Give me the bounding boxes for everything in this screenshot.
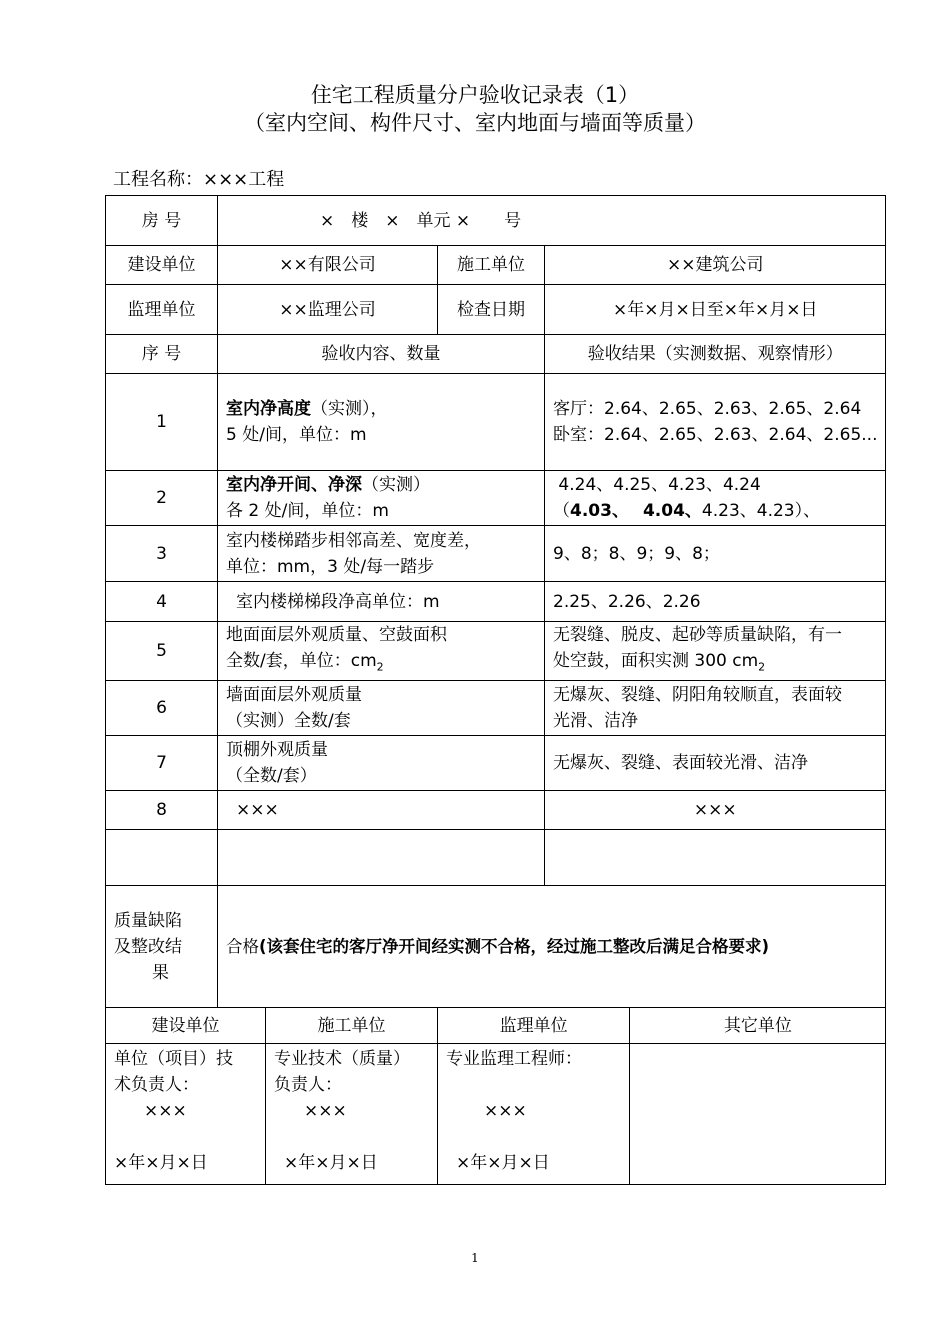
col-header-content: 验收内容、数量 — [218, 335, 545, 374]
signoff-builder — [106, 1044, 266, 1185]
row-number: 8 — [106, 791, 218, 830]
column-header-row — [106, 335, 886, 374]
quality-row — [106, 886, 886, 1008]
empty-cell — [545, 830, 886, 886]
quality-label-line: 果 — [152, 962, 169, 983]
signoff-contractor — [266, 1044, 438, 1185]
row-result — [545, 681, 886, 736]
row-number: 7 — [106, 736, 218, 791]
supervisor-row — [106, 285, 886, 335]
col-header-result: 验收结果（实测数据、观察情形） — [545, 335, 886, 374]
builder-row — [106, 246, 886, 285]
contractor-label: 施工单位 — [438, 246, 545, 285]
content-line2: 单位：mm，3 处/每一踏步 — [226, 556, 435, 577]
row-result: 2.25、2.26、2.26 — [545, 582, 886, 622]
result-line1: 无爆灰、裂缝、阴阳角较顺直，表面较 — [553, 685, 842, 706]
content-line1: 地面面层外观质量、空鼓面积 — [226, 625, 447, 645]
result-bold: 4.03、 — [570, 501, 629, 521]
quality-note: (该套住宅的客厅净开间经实测不合格，经过施工整改后满足合格要求) — [259, 936, 770, 956]
signoff-name: ××× — [304, 1101, 347, 1122]
room-label: 房 号 — [106, 196, 218, 246]
supervisor-label: 监理单位 — [106, 285, 218, 335]
content-bold: 室内净开间、净深 — [226, 475, 362, 495]
row-content — [218, 622, 545, 681]
row-number: 3 — [106, 526, 218, 582]
row-result: 无爆灰、裂缝、表面较光滑、洁净 — [545, 736, 886, 791]
project-name: 工程名称：×××工程 — [113, 169, 285, 190]
content-line2: （实测）全数/套 — [226, 711, 351, 732]
document-subtitle: （室内空间、构件尺寸、室内地面与墙面等质量） — [244, 111, 706, 135]
result-line2: 光滑、洁净 — [553, 711, 638, 732]
date-value: ×年×月×日至×年×月×日 — [545, 285, 886, 335]
signoff-role: 负责人： — [274, 1075, 342, 1096]
builder-value: ××有限公司 — [218, 246, 438, 285]
builder-label: 建设单位 — [106, 246, 218, 285]
unit-exponent: 2 — [758, 660, 766, 674]
row-content: 室内楼梯梯段净高单位：m — [218, 582, 545, 622]
table-row — [106, 526, 886, 582]
signoff-header-supervisor: 监理单位 — [438, 1008, 630, 1044]
table-row — [106, 582, 886, 622]
row-content — [218, 471, 545, 526]
signoff-role: 术负责人： — [114, 1075, 199, 1096]
table-row — [106, 681, 886, 736]
signoff-date: ×年×月×日 — [284, 1153, 378, 1174]
row-content — [218, 681, 545, 736]
content-line1: 室内楼梯踏步相邻高差、宽度差， — [226, 530, 481, 551]
row-result: 9、8；8、9；9、8； — [545, 526, 886, 582]
signoff-date: ×年×月×日 — [114, 1153, 208, 1174]
content-text: （实测） — [362, 475, 430, 495]
row-number: 5 — [106, 622, 218, 681]
inspection-table — [105, 195, 886, 1185]
signoff-role: 单位（项目）技 — [114, 1049, 233, 1070]
document-title: 住宅工程质量分户验收记录表（1） — [310, 83, 640, 107]
row-content — [218, 736, 545, 791]
row-result — [545, 471, 886, 526]
signoff-supervisor — [438, 1044, 630, 1185]
table-row — [106, 736, 886, 791]
signoff-row — [106, 1044, 886, 1185]
signoff-role: 专业监理工程师： — [446, 1049, 582, 1070]
signoff-name: ××× — [484, 1101, 527, 1122]
table-row — [106, 471, 886, 526]
result-line1: 无裂缝、脱皮、起砂等质量缺陷，有一 — [553, 625, 842, 645]
content-text: （实测）， — [311, 399, 388, 419]
signoff-header-row — [106, 1008, 886, 1044]
quality-label-line: 及整改结 — [114, 936, 182, 957]
result-text: 4.23、4.23）、 — [701, 501, 821, 521]
quality-value — [218, 886, 886, 1008]
quality-label-line: 质量缺陷 — [114, 910, 182, 931]
row-number: 2 — [106, 471, 218, 526]
row-content: ××× — [218, 791, 545, 830]
row-result — [545, 622, 886, 681]
empty-cell — [106, 830, 218, 886]
row-content — [218, 526, 545, 582]
result-text: 处空鼓，面积实测 300 cm — [553, 651, 759, 671]
empty-row — [106, 830, 886, 886]
content-line1: 墙面面层外观质量 — [226, 685, 362, 706]
col-header-no: 序 号 — [106, 335, 218, 374]
signoff-name: ××× — [144, 1101, 187, 1122]
content-line2: 各 2 处/间，单位：m — [226, 501, 389, 521]
room-row — [106, 196, 886, 246]
content-line1: 顶棚外观质量 — [226, 740, 328, 761]
content-bold: 室内净高度 — [226, 399, 311, 419]
content-text: 全数/套，单位：cm — [226, 651, 377, 671]
date-label: 检查日期 — [438, 285, 545, 335]
result-text: （ — [553, 501, 570, 521]
table-row — [106, 791, 886, 830]
signoff-header-other: 其它单位 — [630, 1008, 886, 1044]
content-line2: 5 处/间，单位：m — [226, 425, 367, 445]
page-number: 1 — [471, 1251, 479, 1265]
row-number: 1 — [106, 374, 218, 471]
room-value: × 楼 × 单元 × 号 — [218, 196, 886, 246]
content-line2: （全数/套） — [226, 766, 317, 787]
signoff-role: 专业技术（质量） — [274, 1049, 410, 1070]
row-content — [218, 374, 545, 471]
contractor-value: ××建筑公司 — [545, 246, 886, 285]
result-bold: 4.04、 — [642, 501, 702, 521]
result-line1: 客厅：2.64、2.65、2.63、2.65、2.64 — [553, 399, 862, 419]
empty-cell — [218, 830, 545, 886]
quality-verdict: 合格 — [226, 936, 259, 956]
table-row — [106, 622, 886, 681]
result-line1: 4.24、4.25、4.23、4.24 — [553, 475, 761, 495]
row-number: 4 — [106, 582, 218, 622]
unit-exponent: 2 — [376, 660, 384, 674]
quality-label — [106, 886, 218, 1008]
row-result: ××× — [545, 791, 886, 830]
supervisor-value: ××监理公司 — [218, 285, 438, 335]
row-result — [545, 374, 886, 471]
table-row — [106, 374, 886, 471]
result-line2: 卧室：2.64、2.65、2.63、2.64、2.65... — [553, 425, 878, 445]
signoff-date: ×年×月×日 — [456, 1153, 550, 1174]
signoff-header-contractor: 施工单位 — [266, 1008, 438, 1044]
row-number: 6 — [106, 681, 218, 736]
signoff-other — [630, 1044, 886, 1185]
signoff-header-builder: 建设单位 — [106, 1008, 266, 1044]
